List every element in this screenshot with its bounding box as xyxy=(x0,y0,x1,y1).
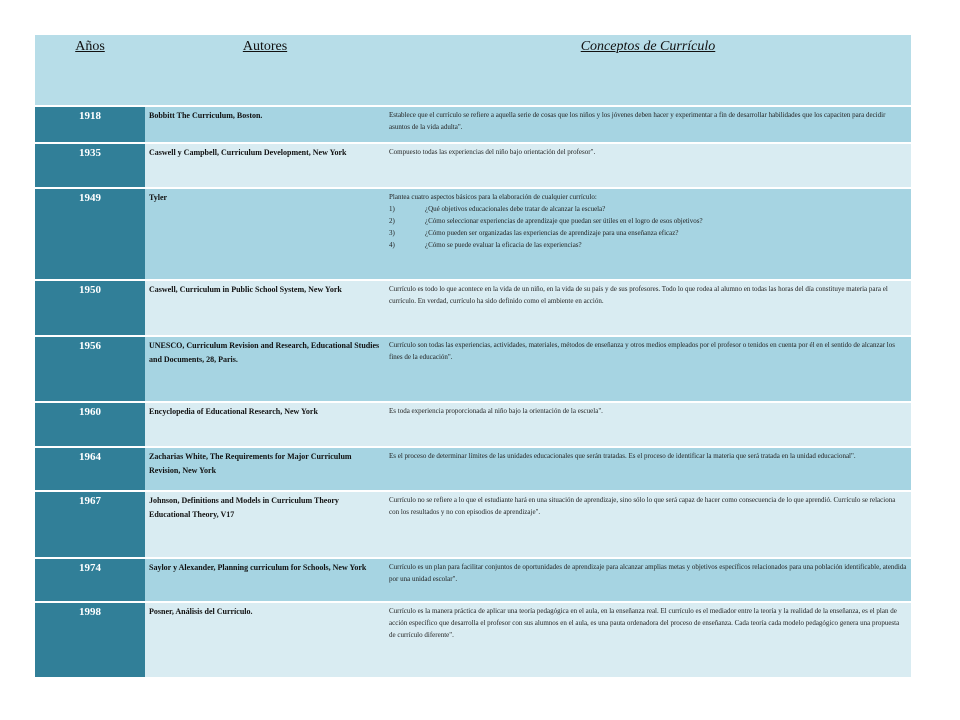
concept-cell xyxy=(385,144,911,187)
list-text: ¿Qué objetivos educacionales debe tratar de alcanzar la escuela? xyxy=(425,205,606,213)
author-cell: Tyler xyxy=(145,189,385,279)
year-cell: 1956 xyxy=(35,337,145,401)
year-cell: 1974 xyxy=(35,559,145,601)
concept-text: Currículo es la manera práctica de aplicar una teoría pedagógica en el aula, en la enseñanza real. El currículo es el mediador entre la teoría y la realidad de la enseñanza, es el plan de acción específico que desarrolla el profesor con sus alumnos en el aula, es una pauta ordenadora del proceso de enseñanza. Cada teoría cada modelo pedagógico genera una propuesta de currículo diferente". xyxy=(389,607,900,639)
table-row xyxy=(35,492,911,559)
list-text: ¿Cómo pueden ser organizadas las experiencias de aprendizaje para una enseñanza eficaz? xyxy=(425,229,679,237)
table-row xyxy=(35,559,911,603)
table-row xyxy=(35,448,911,492)
author-cell: Caswell, Curriculum in Public School System, New York xyxy=(145,281,385,335)
table-row xyxy=(35,403,911,448)
concept-text: Es toda experiencia proporcionada al niño bajo la orientación de la escuela". xyxy=(389,407,603,415)
list-item xyxy=(389,227,907,239)
concept-cell xyxy=(385,559,911,601)
concept-cell xyxy=(385,603,911,677)
author-cell: Zacharias White, The Requirements for Major Curriculum Revision, New York xyxy=(145,448,385,490)
year-cell: 1949 xyxy=(35,189,145,279)
year-cell: 1950 xyxy=(35,281,145,335)
concept-cell xyxy=(385,448,911,490)
curriculum-table xyxy=(35,35,911,679)
concept-cell xyxy=(385,189,911,279)
concept-text: Es el proceso de determinar límites de las unidades educacionales que serán tratadas. Es el proceso de identificar la materia que será tratada en la unidad educacional". xyxy=(389,452,856,460)
list-number: 4) xyxy=(389,241,395,249)
header-concepts: Conceptos de Currículo xyxy=(580,39,716,54)
year-cell: 1960 xyxy=(35,403,145,446)
list-item xyxy=(389,239,907,251)
list-item xyxy=(389,215,907,227)
concept-text: Plantea cuatro aspectos básicos para la elaboración de cualquier currículo: xyxy=(389,193,597,201)
concept-cell xyxy=(385,107,911,142)
year-cell: 1935 xyxy=(35,144,145,187)
year-cell: 1918 xyxy=(35,107,145,142)
concept-text: Currículo no se refiere a lo que el estudiante hará en una situación de aprendizaje, sino sólo lo que será capaz de hacer como consecuencia de lo que aprendió. Currículo se relaciona con los resultados y no con episodios de aprendizaje". xyxy=(389,496,896,516)
concept-cell xyxy=(385,492,911,557)
author-cell: UNESCO, Curriculum Revision and Research, Educational Studies and Documents, 28, Paris. xyxy=(145,337,385,401)
concept-text: Currículo son todas las experiencias, actividades, materiales, métodos de enseñanza y otros medios empleados por el profesor o tenidos en cuenta por él en el sentido de alcanzar los fines de la educación". xyxy=(389,341,895,361)
year-cell: 1998 xyxy=(35,603,145,677)
concept-cell xyxy=(385,337,911,401)
list-number: 3) xyxy=(389,229,395,237)
table-row xyxy=(35,603,911,679)
table-row xyxy=(35,337,911,403)
table-row xyxy=(35,107,911,144)
concept-text: Currículo es un plan para facilitar conjuntos de oportunidades de aprendizaje para alcanzar amplias metas y objetivos específicos relacionados para una población identificable, atendida por una unidad escolar". xyxy=(389,563,907,583)
concept-text: Establece que el currículo se refiere a aquella serie de cosas que los niños y los jóvenes deben hacer y experimentar a fin de desarrollar habilidades que los capaciten para decidir asuntos de la vida adulta". xyxy=(389,111,886,131)
author-cell: Caswell y Campbell, Curriculum Development, New York xyxy=(145,144,385,187)
concept-cell xyxy=(385,403,911,446)
table-row xyxy=(35,281,911,337)
concept-text: Compuesto todas las experiencias del niño bajo orientación del profesor". xyxy=(389,148,596,156)
year-cell: 1967 xyxy=(35,492,145,557)
author-cell: Posner, Análisis del Currículo. xyxy=(145,603,385,677)
table-header xyxy=(35,35,911,107)
table-row xyxy=(35,189,911,281)
author-cell: Johnson, Definitions and Models in Curriculum Theory Educational Theory, V17 xyxy=(145,492,385,557)
header-years: Años xyxy=(75,39,105,54)
concept-text: Currículo es todo lo que acontece en la vida de un niño, en la vida de su país y de sus profesores. Todo lo que rodea al alumno en todas las horas del día constituye materia para el currículo. En verdad, currículo ha sido definido como el ambiente en acción. xyxy=(389,285,888,305)
table-row xyxy=(35,144,911,189)
author-cell: Encyclopedia of Educational Research, New York xyxy=(145,403,385,446)
list-number: 2) xyxy=(389,217,395,225)
header-authors: Autores xyxy=(242,39,288,54)
list-text: ¿Cómo seleccionar experiencias de aprendizaje que puedan ser útiles en el logro de esos objetivos? xyxy=(425,217,703,225)
author-cell: Saylor y Alexander, Planning curriculum for Schools, New York xyxy=(145,559,385,601)
list-number: 1) xyxy=(389,205,395,213)
year-cell: 1964 xyxy=(35,448,145,490)
concept-cell xyxy=(385,281,911,335)
list-text: ¿Cómo se puede evaluar la eficacia de las experiencias? xyxy=(425,241,582,249)
list-item xyxy=(389,203,907,215)
author-cell: Bobbitt The Curriculum, Boston. xyxy=(145,107,385,142)
